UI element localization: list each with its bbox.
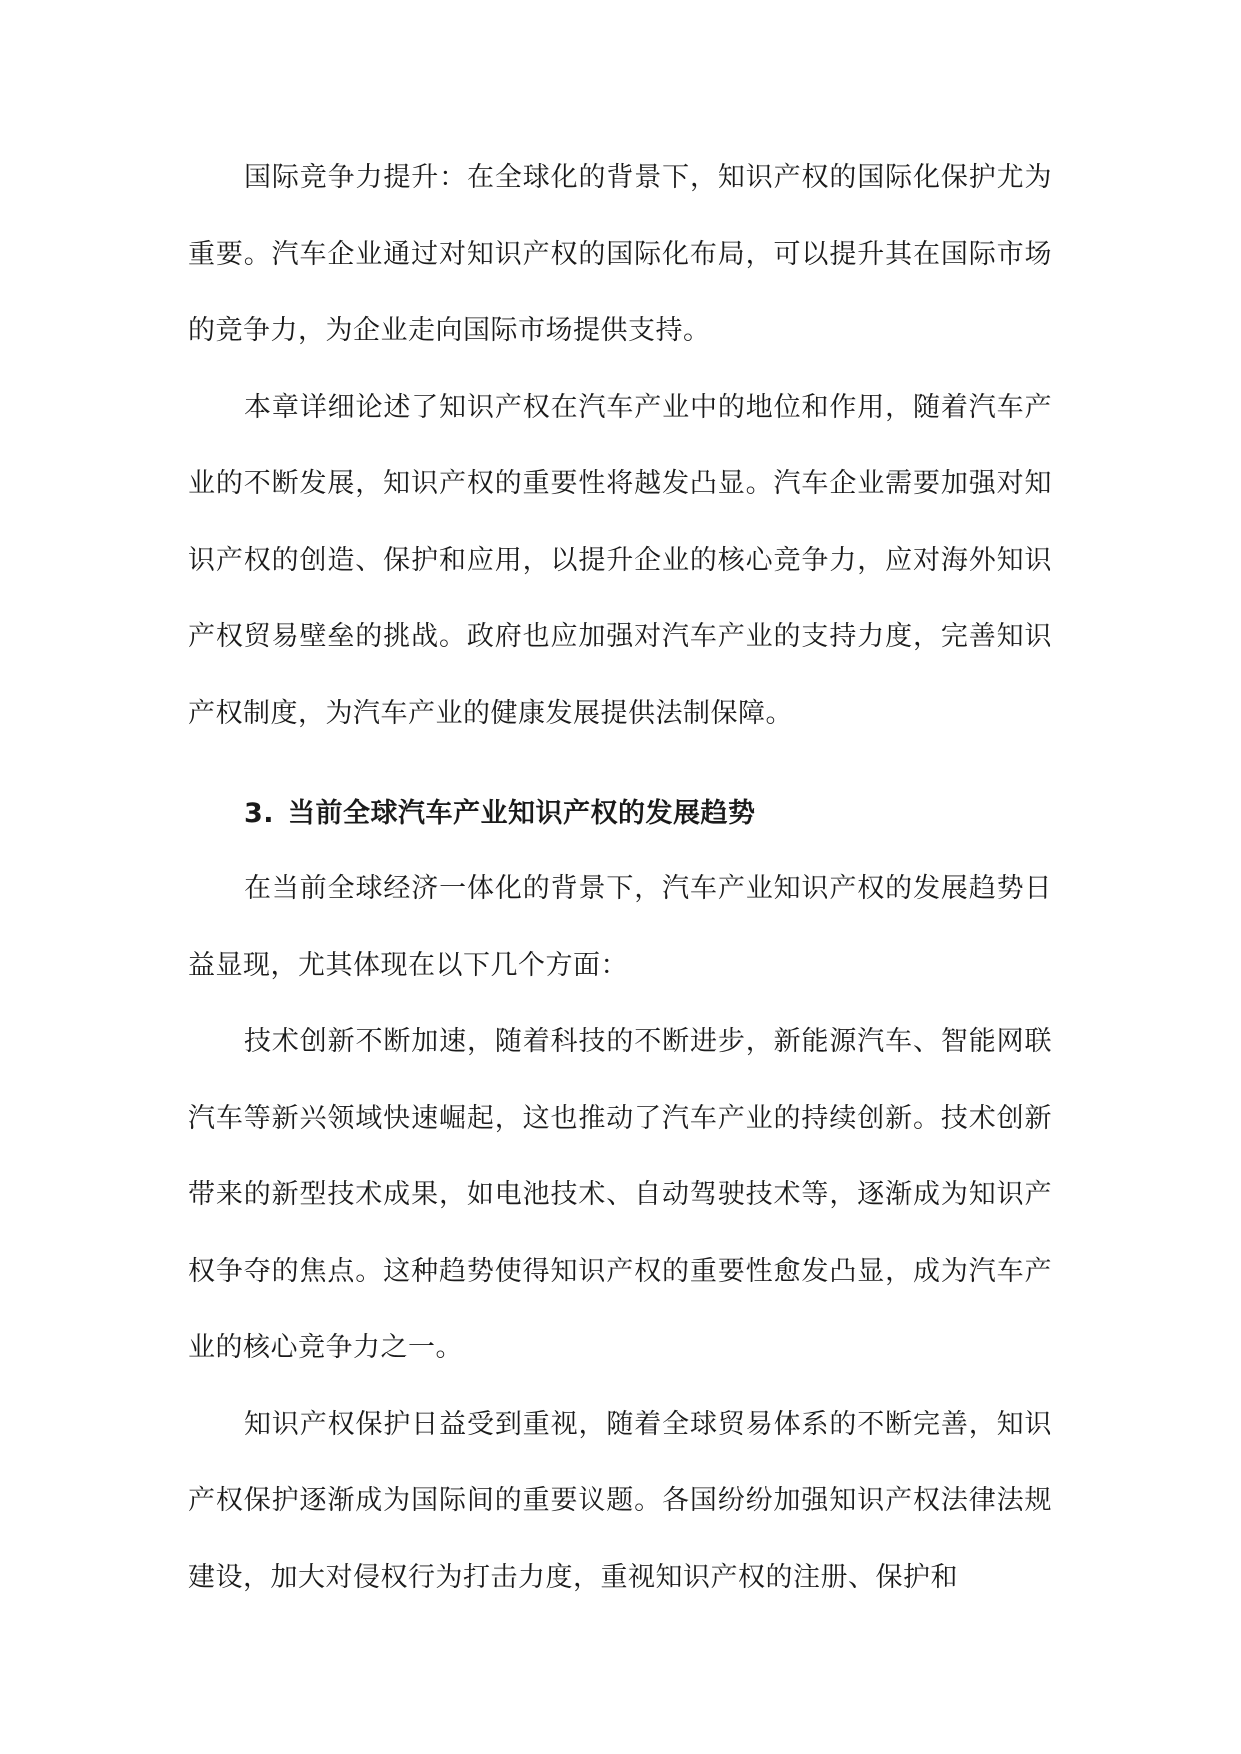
- paragraph-tech-innovation: 技术创新不断加速，随着科技的不断进步，新能源汽车、智能网联汽车等新兴领域快速崛起，这也推动了汽车产业的持续创新。技术创新带来的新型技术成果，如电池技术、自动驾驶技术等，逐渐成为知识产权争夺的焦点。这种趋势使得知识产权的重要性愈发凸显，成为汽车产业的核心竞争力之一。: [188, 1026, 1052, 1363]
- section-title: 当前全球汽车产业知识产权的发展趋势: [288, 798, 756, 829]
- paragraph-international-competitiveness: 国际竞争力提升：在全球化的背景下，知识产权的国际化保护尤为重要。汽车企业通过对知识产权的国际化布局，可以提升其在国际市场的竞争力，为企业走向国际市场提供支持。: [188, 162, 1052, 346]
- paragraph-ip-protection: 知识产权保护日益受到重视，随着全球贸易体系的不断完善，知识产权保护逐渐成为国际间的重要议题。各国纷纷加强知识产权法律法规建设，加大对侵权行为打击力度，重视知识产权的注册、保护和: [188, 1408, 1052, 1593]
- page-body: [188, 140, 1052, 1616]
- paragraph-chapter-summary: 本章详细论述了知识产权在汽车产业中的地位和作用，随着汽车产业的不断发展，知识产权的重要性将越发凸显。汽车企业需要加强对知识产权的创造、保护和应用，以提升企业的核心竞争力，应对海外知识产权贸易壁垒的挑战。政府也应加强对汽车产业的支持力度，完善知识产权制度，为汽车产业的健康发展提供法制保障。: [188, 391, 1052, 729]
- section-heading: [188, 752, 1052, 851]
- paragraph-trend-intro: 在当前全球经济一体化的背景下，汽车产业知识产权的发展趋势日益显现，尤其体现在以下几个方面：: [188, 873, 1052, 981]
- section-number: 3.: [244, 798, 275, 829]
